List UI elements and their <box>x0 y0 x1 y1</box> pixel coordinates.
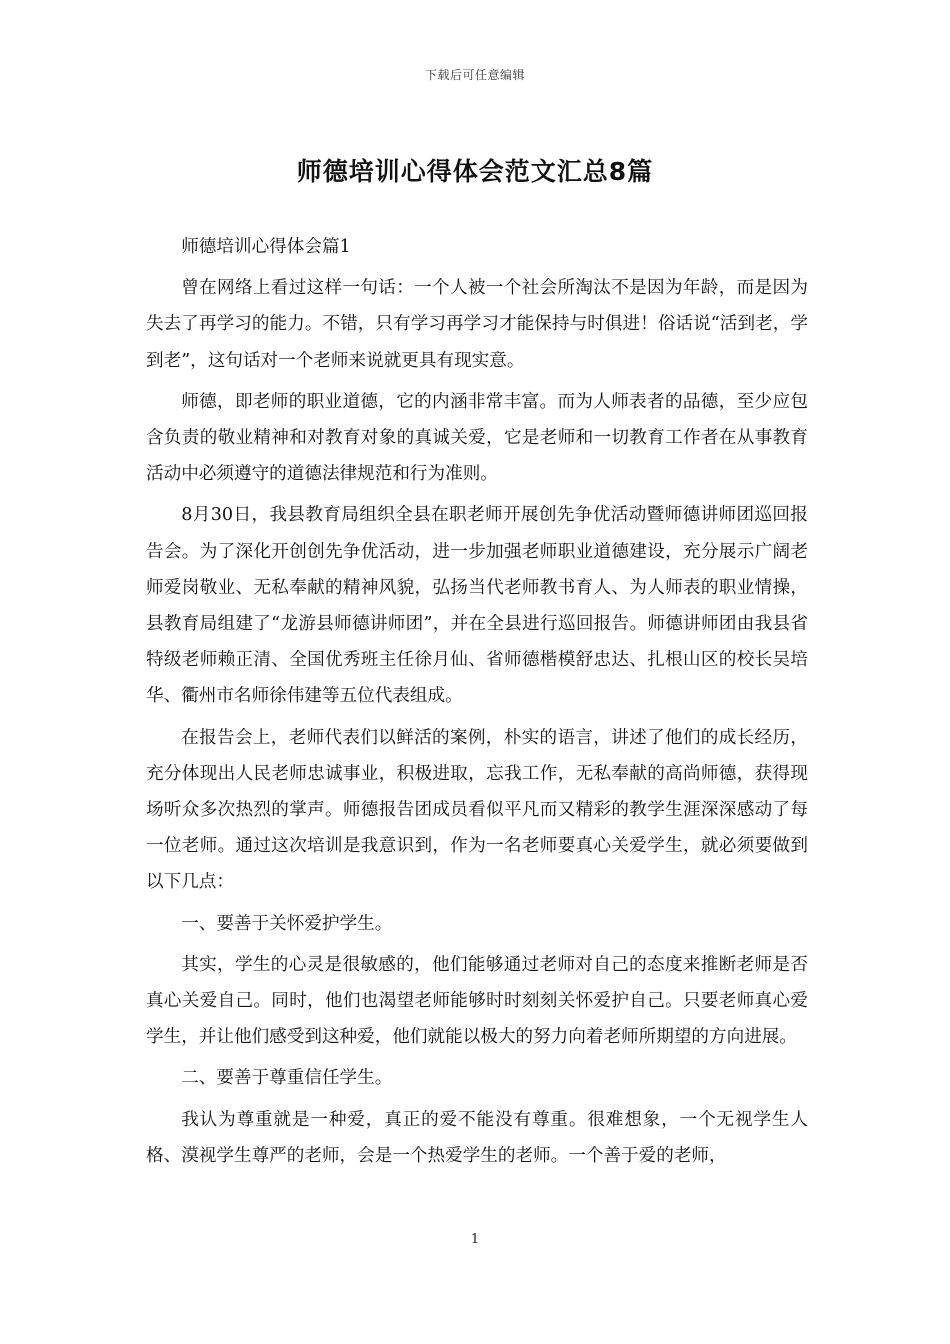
paragraph: 8月30日，我县教育局组织全县在职老师开展创先争优活动暨师德讲师团巡回报告会。为了深化开创创先争优活动，进一步加强老师职业道德建设，充分展示广阔老师爱岗敬业、无私奉献的精神风貌，弘扬当代老师教书育人、为人师表的职业情操，县教育局组建了“龙游县师德讲师团”，并在全县进行巡回报告。师德讲师团由我县省特级老师赖正清、全国优秀班主任徐月仙、省师德楷模舒忠达、扎根山区的校长吴培华、衢州市名师徐伟建等五位代表组成。 <box>146 505 808 707</box>
paragraph: 其实，学生的心灵是很敏感的，他们能够通过老师对自己的态度来推断老师是否真心关爱自己。同时，他们也渴望老师能够时时刻刻关怀爱护自己。只要老师真心爱学生，并让他们感受到这种爱，他们就能以极大的努力向着老师所期望的方向进展。 <box>146 954 808 1048</box>
paragraph: 在报告会上，老师代表们以鲜活的案例，朴实的语言，讲述了他们的成长经历，充分体现出人民老师忠诚事业，积极进取，忘我工作，无私奉献的高尚师德，获得现场听众多次热烈的掌声。师德报告团成员看似平凡而又精彩的教学生涯深深感动了每一位老师。通过这次培训是我意识到，作为一名老师要真心关爱学生，就必须要做到以下几点： <box>146 727 808 893</box>
document-title: 师德培训心得体会范文汇总8篇 <box>296 157 654 186</box>
page-number: 1 <box>470 1232 480 1247</box>
list-heading: 二、要善于尊重信任学生。 <box>181 1068 393 1089</box>
document-body <box>146 229 808 1179</box>
paragraph: 师德，即老师的职业道德，它的内涵非常丰富。而为人师表者的品德，至少应包含负责的敬业精神和对教育对象的真诚关爱，它是老师和一切教育工作者在从事教育活动中必须遵守的道德法律规范和行为准则。 <box>146 391 808 485</box>
paragraph: 曾在网络上看过这样一句话：一个人被一个社会所淘汰不是因为年龄，而是因为失去了再学习的能力。不错，只有学习再学习才能保持与时俱进！俗话说“活到老，学到老”，这句话对一个老师来说就更具有现实意。 <box>146 278 808 371</box>
paragraph: 我认为尊重就是一种爱，真正的爱不能没有尊重。很难想象，一个无视学生人格、漠视学生尊严的老师，会是一个热爱学生的老师。一个善于爱的老师， <box>146 1109 808 1166</box>
list-heading: 一、要善于关怀爱护学生。 <box>181 913 393 934</box>
header-note: 下载后可任意编辑 <box>424 68 525 82</box>
section-heading: 师德培训心得体会篇1 <box>181 237 351 257</box>
